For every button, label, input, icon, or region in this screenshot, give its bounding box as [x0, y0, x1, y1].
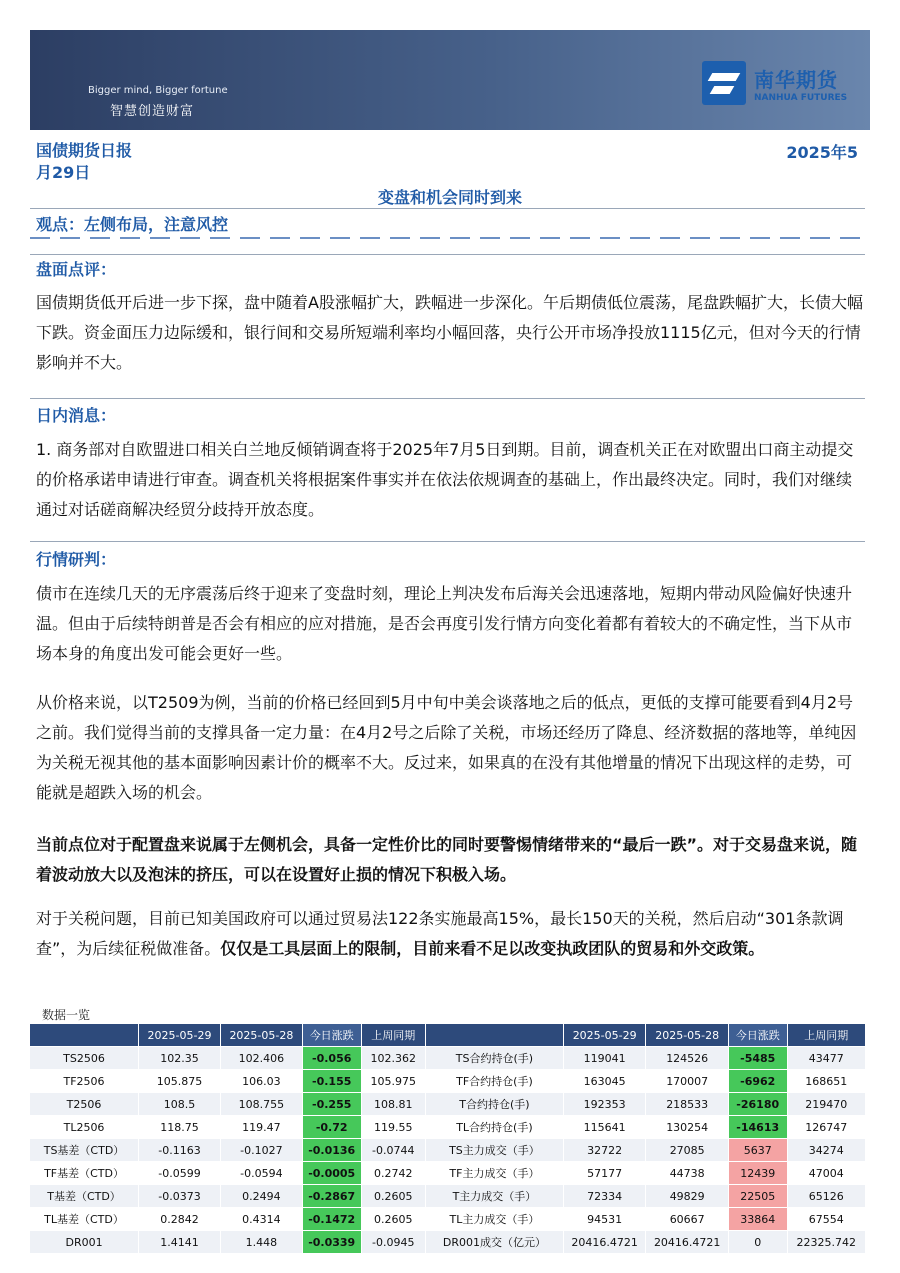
table-cell: 163045 [563, 1070, 646, 1093]
table-cell: -0.0136 [302, 1139, 361, 1162]
review-paragraph: 国债期货低开后进一步下探，盘中随着A股涨幅扩大，跌幅进一步深化。午后期债低位震荡，尾盘跌幅扩大，长债大幅下跌。资金面压力边际缓和，银行间和交易所短端利率均小幅回落，央行公开市场净投放1115亿元，但对今天的行情影响并不大。 [36, 293, 863, 372]
table-cell: TS合约持仓(手) [425, 1047, 563, 1070]
table-cell: TF2506 [30, 1070, 139, 1093]
table-cell: 0.2842 [139, 1208, 221, 1231]
table-cell: 20416.4721 [563, 1231, 646, 1254]
section-title-news: 日内消息： [36, 406, 117, 425]
table-cell: 105.875 [139, 1070, 221, 1093]
table-row [30, 1047, 866, 1070]
table-cell: -0.0373 [139, 1185, 221, 1208]
table-header-cell: 上周同期 [787, 1024, 866, 1047]
table-cell: 115641 [563, 1116, 646, 1139]
table-cell: 124526 [646, 1047, 729, 1070]
slogan-en: Bigger mind, Bigger fortune [88, 85, 228, 96]
table-cell: -0.155 [302, 1070, 361, 1093]
table-cell: 219470 [787, 1093, 866, 1116]
table-cell: T基差（CTD） [30, 1185, 139, 1208]
slogan-cn: 智慧创造财富 [110, 104, 195, 119]
table-cell: TF主力成交（手） [425, 1162, 563, 1185]
table-cell: -0.1027 [220, 1139, 302, 1162]
table-cell: -0.1472 [302, 1208, 361, 1231]
table-row [30, 1208, 866, 1231]
table-cell: 47004 [787, 1162, 866, 1185]
table-header-cell [30, 1024, 139, 1047]
table-cell: 65126 [787, 1185, 866, 1208]
table-cell: 0 [728, 1231, 787, 1254]
table-cell: 102.362 [361, 1047, 425, 1070]
table-cell: 0.2605 [361, 1185, 425, 1208]
viewpoint: 观点：左侧布局，注意风控 [36, 215, 229, 234]
table-cell: -0.2867 [302, 1185, 361, 1208]
table-header-cell: 2025-05-29 [563, 1024, 646, 1047]
data-table [30, 1024, 866, 1254]
table-header-cell [425, 1024, 563, 1047]
table-header-cell: 今日涨跌 [728, 1024, 787, 1047]
table-cell: TL主力成交（手） [425, 1208, 563, 1231]
table-cell: 60667 [646, 1208, 729, 1231]
table-cell: DR001 [30, 1231, 139, 1254]
table-cell: DR001成交（亿元） [425, 1231, 563, 1254]
table-cell: TS主力成交（手） [425, 1139, 563, 1162]
table-cell: 0.4314 [220, 1208, 302, 1231]
clipped-line [30, 236, 865, 240]
table-cell: 27085 [646, 1139, 729, 1162]
table-cell: 22505 [728, 1185, 787, 1208]
headline: 变盘和机会同时到来 [377, 188, 522, 207]
table-cell: 119.55 [361, 1116, 425, 1139]
brand-logo [702, 58, 862, 108]
table-cell: -0.1163 [139, 1139, 221, 1162]
research-paragraph-2: 从价格来说，以T2509为例，当前的价格已经回到5月中旬中美会谈落地之后的低点，更低的支撑可能要看到4月2号之前。我们觉得当前的支撑具备一定力量：在4月2号之后除了关税，市场还经历了降息、经济数据的落地等，单纯因为关税无视其他的基本面影响因素计价的概率不大。反过来，如果真的在没有其他增量的情况下出现这样的走势，可能就是超跌入场的机会。 [36, 693, 857, 802]
table-cell: -26180 [728, 1093, 787, 1116]
table-cell: 108.755 [220, 1093, 302, 1116]
table-header-cell: 上周同期 [361, 1024, 425, 1047]
table-cell: 118.75 [139, 1116, 221, 1139]
table-cell: 105.975 [361, 1070, 425, 1093]
table-cell: 49829 [646, 1185, 729, 1208]
table-cell: 0.2742 [361, 1162, 425, 1185]
table-cell: T2506 [30, 1093, 139, 1116]
table-cell: 170007 [646, 1070, 729, 1093]
table-cell: 168651 [787, 1070, 866, 1093]
table-cell: 102.35 [139, 1047, 221, 1070]
table-row [30, 1139, 866, 1162]
table-cell: TL2506 [30, 1116, 139, 1139]
table-cell: -0.056 [302, 1047, 361, 1070]
table-cell: 57177 [563, 1162, 646, 1185]
table-header-cell: 2025-05-28 [646, 1024, 729, 1047]
table-cell: 72334 [563, 1185, 646, 1208]
table-cell: 5637 [728, 1139, 787, 1162]
table-cell: -6962 [728, 1070, 787, 1093]
table-cell: 106.03 [220, 1070, 302, 1093]
section-title-research: 行情研判： [36, 550, 117, 569]
table-cell: 102.406 [220, 1047, 302, 1070]
header-banner [30, 30, 870, 130]
table-cell: T合约持仓(手) [425, 1093, 563, 1116]
divider [30, 208, 865, 209]
table-cell: TL合约持仓(手) [425, 1116, 563, 1139]
table-row [30, 1231, 866, 1254]
table-cell: 34274 [787, 1139, 866, 1162]
table-cell: -0.0599 [139, 1162, 221, 1185]
table-cell: 192353 [563, 1093, 646, 1116]
table-cell: 0.2494 [220, 1185, 302, 1208]
table-cell: 108.81 [361, 1093, 425, 1116]
report-title: 国债期货日报 月29日 [36, 141, 133, 182]
table-cell: 12439 [728, 1162, 787, 1185]
table-cell: 1.448 [220, 1231, 302, 1254]
report-date: 2025年5 [786, 143, 858, 162]
table-cell: 33864 [728, 1208, 787, 1231]
table-cell: 108.5 [139, 1093, 221, 1116]
table-cell: TF基差（CTD） [30, 1162, 139, 1185]
table-cell: -0.255 [302, 1093, 361, 1116]
table-cell: TF合约持仓(手) [425, 1070, 563, 1093]
table-row [30, 1093, 866, 1116]
table-cell: -0.72 [302, 1116, 361, 1139]
table-cell: -0.0594 [220, 1162, 302, 1185]
table-cell: T主力成交（手） [425, 1185, 563, 1208]
table-row [30, 1116, 866, 1139]
table-cell: TL基差（CTD） [30, 1208, 139, 1231]
table-cell: 94531 [563, 1208, 646, 1231]
table-cell: 22325.742 [787, 1231, 866, 1254]
table-cell: 32722 [563, 1139, 646, 1162]
table-header-cell: 2025-05-29 [139, 1024, 221, 1047]
table-cell: 119.47 [220, 1116, 302, 1139]
table-cell: 67554 [787, 1208, 866, 1231]
table-cell: -0.0005 [302, 1162, 361, 1185]
report-date-cont: 月29日 [36, 163, 91, 182]
table-row [30, 1162, 866, 1185]
table-header-cell: 今日涨跌 [302, 1024, 361, 1047]
table-cell: -14613 [728, 1116, 787, 1139]
table-cell: 43477 [787, 1047, 866, 1070]
table-header-row [30, 1024, 866, 1047]
table-cell: -0.0945 [361, 1231, 425, 1254]
table-cell: -0.0339 [302, 1231, 361, 1254]
table-cell: TS基差（CTD） [30, 1139, 139, 1162]
table-cell: 119041 [563, 1047, 646, 1070]
divider [30, 398, 865, 399]
logo-icon [702, 61, 746, 105]
table-title: 数据一览 [42, 1008, 91, 1022]
research-paragraph-1: 债市在连续几天的无序震荡后终于迎来了变盘时刻，理论上判决发布后海关会迅速落地，短期内带动风险偏好快速升温。但由于后续特朗普是否会有相应的应对措施，是否会再度引发行情方向变化着都有着较大的不确定性，当下从市场本身的角度出发可能会更好一些。 [36, 584, 853, 663]
divider [30, 254, 865, 255]
table-cell: 218533 [646, 1093, 729, 1116]
table-cell: 20416.4721 [646, 1231, 729, 1254]
divider [30, 541, 865, 542]
table-cell: 1.4141 [139, 1231, 221, 1254]
table-cell: -0.0744 [361, 1139, 425, 1162]
brand-name-en: NANHUA FUTURES [754, 92, 848, 103]
table-cell: 44738 [646, 1162, 729, 1185]
table-cell: 130254 [646, 1116, 729, 1139]
research-paragraph-4: 对于关税问题，目前已知美国政府可以通过贸易法122条实施最高15%，最长150天的关税，然后启动“301条款调查”，为后续征税做准备。仅仅是工具层面上的限制，目前来看不足以改变执政团队的贸易和外交政策。 [36, 909, 844, 958]
brand-name-cn: 南华期货 [754, 67, 838, 92]
table-cell: -5485 [728, 1047, 787, 1070]
table-row [30, 1185, 866, 1208]
table-header-cell: 2025-05-28 [220, 1024, 302, 1047]
table-cell: 0.2605 [361, 1208, 425, 1231]
table-row [30, 1070, 866, 1093]
section-title-review: 盘面点评： [36, 260, 117, 279]
table-cell: TS2506 [30, 1047, 139, 1070]
research-paragraph-3: 当前点位对于配置盘来说属于左侧机会，具备一定性价比的同时要警惕情绪带来的“最后一跌”。对于交易盘来说，随着波动放大以及泡沫的挤压，可以在设置好止损的情况下积极入场。 [36, 835, 858, 884]
news-paragraph: 1. 商务部对自欧盟进口相关白兰地反倾销调查将于2025年7月5日到期。目前，调查机关正在对欧盟出口商主动提交的价格承诺申请进行审查。调查机关将根据案件事实并在依法依规调查的基础上，作出最终决定。同时，我们对继续通过对话磋商解决经贸分歧持开放态度。 [36, 440, 854, 519]
table-cell: 126747 [787, 1116, 866, 1139]
